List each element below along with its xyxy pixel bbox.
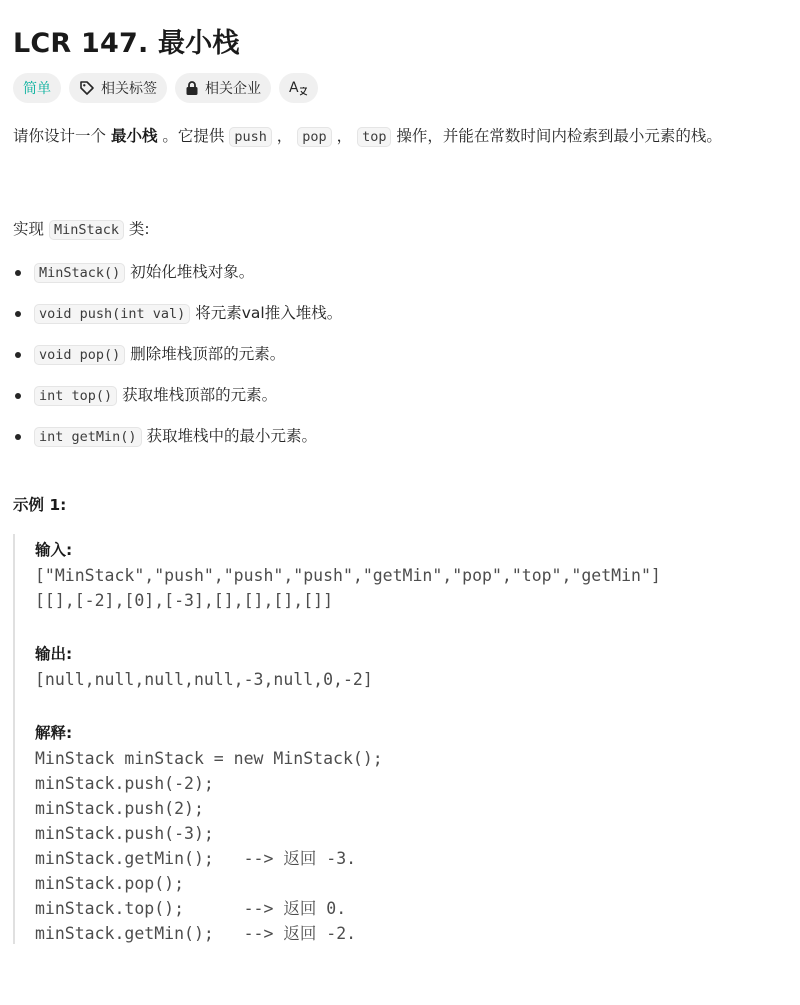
method-code: void push(int val) — [34, 304, 190, 324]
translate-button[interactable] — [279, 73, 318, 103]
inline-code-top: top — [357, 127, 391, 147]
method-code: int top() — [34, 386, 117, 406]
method-code: int getMin() — [34, 427, 142, 447]
explain-line: minStack.push(-3); — [35, 824, 214, 843]
explain-line: minStack.pop(); — [35, 874, 185, 893]
lock-icon — [185, 80, 199, 96]
related-tags-label: 相关标签 — [101, 81, 157, 97]
tag-icon — [79, 80, 95, 96]
method-code: void pop() — [34, 345, 125, 365]
list-item: int getMin() 获取堆栈中的最小元素。 — [13, 423, 787, 449]
bold-keyword: 最小栈 — [110, 127, 158, 145]
input-line: ["MinStack","push","push","push","getMin","pop","top","getMin"] — [35, 566, 661, 585]
input-label: 输入: — [35, 541, 73, 559]
page-title: LCR 147. 最小栈 — [13, 28, 240, 59]
translate-icon: A — [289, 80, 308, 96]
tag-bar — [13, 73, 787, 105]
output-line: [null,null,null,null,-3,null,0,-2] — [35, 670, 373, 689]
list-item: MinStack() 初始化堆栈对象。 — [13, 259, 787, 285]
inline-code-class: MinStack — [49, 220, 124, 240]
list-item: int top() 获取堆栈顶部的元素。 — [13, 382, 787, 408]
method-code: MinStack() — [34, 263, 125, 283]
list-item: void push(int val) 将元素val推入堆栈。 — [13, 300, 787, 326]
explain-line: minStack.push(-2); — [35, 774, 214, 793]
related-companies-label: 相关企业 — [205, 81, 261, 97]
inline-code-pop: pop — [297, 127, 331, 147]
explain-line: MinStack minStack = new MinStack(); — [35, 749, 383, 768]
related-tags-button[interactable] — [69, 73, 167, 103]
difficulty-badge[interactable]: 简单 — [13, 73, 61, 103]
related-companies-button[interactable] — [175, 73, 271, 103]
explain-line: minStack.push(2); — [35, 799, 204, 818]
explain-label: 解释: — [35, 724, 73, 742]
problem-description: 请你设计一个 最小栈 。它提供 push ， pop ， top 操作，并能在常数时间内检索到最小元素的栈。 — [13, 127, 722, 145]
method-list — [13, 259, 787, 449]
example-block — [13, 534, 787, 944]
example-heading: 示例 1: — [13, 496, 67, 514]
input-line: [[],[-2],[0],[-3],[],[],[],[]] — [35, 591, 334, 610]
list-item: void pop() 删除堆栈顶部的元素。 — [13, 341, 787, 367]
inline-code-push: push — [229, 127, 272, 147]
explain-line: minStack.getMin(); --> 返回 -2. — [35, 924, 357, 943]
output-label: 输出: — [35, 645, 73, 663]
explain-line: minStack.top(); --> 返回 0. — [35, 899, 347, 918]
explain-line: minStack.getMin(); --> 返回 -3. — [35, 849, 357, 868]
implement-intro: 实现 MinStack 类: — [13, 220, 150, 238]
